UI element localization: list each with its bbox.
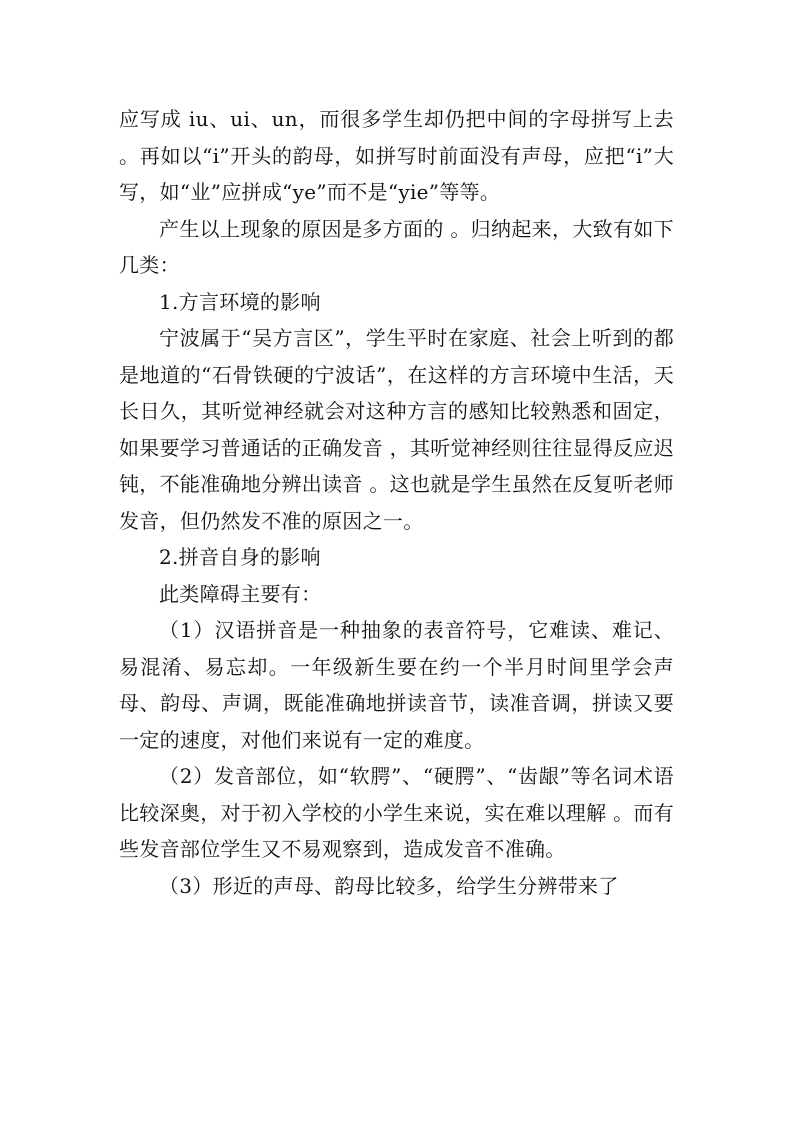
paragraph-body: 应写成 iu、ui、un，而很多学生却仍把中间的字母拼写上去 。再如以“i”开头的韵母，如拼写时前面没有声母，应把“i”大写，如“业”应拼成“ye”而不是“yie”等等。 <box>119 107 674 204</box>
document-body <box>119 101 674 904</box>
paragraph-body: 产生以上现象的原因是多方面的 。归纳起来，大致有如下几类： <box>119 216 674 277</box>
list-item: （1）汉语拼音是一种抽象的表音符号，它难读、难记、易混淆、易忘却。一年级新生要在约一个半月时间里学会声母、韵母、声调，既能准确地拼读音节，读准音调，拼读又要一定的速度，对他们来说有一定的难度。 <box>119 618 674 752</box>
section-heading: 2.拼音自身的影响 <box>159 545 321 569</box>
section-heading: 1.方言环境的影响 <box>159 289 321 314</box>
paragraph-body: 宁波属于“吴方言区”，学生平时在家庭、社会上听到的都是地道的“石骨铁硬的宁波话”，在这样的方言环境中生活，天长日久，其听觉神经就会对这种方言的感知比较熟悉和固定，如果要学习普通话的正确发音 ，其听觉神经则往往显得反应迟钝，不能准确地分辨出读音 。这也就是学生虽然在反复听老师发音，但仍然发不准的原因之一。 <box>119 326 674 533</box>
paragraph-body: 此类障碍主要有： <box>159 581 322 606</box>
list-item: （2）发音部位，如“软腭”、“硬腭”、“齿龈”等名词术语比较深奥，对于初入学校的小学生来说，实在难以理解 。而有些发音部位学生又不易观察到，造成发音不准确。 <box>119 764 674 861</box>
list-item: （3）形近的声母、韵母比较多，给学生分辨带来了 <box>159 873 619 898</box>
